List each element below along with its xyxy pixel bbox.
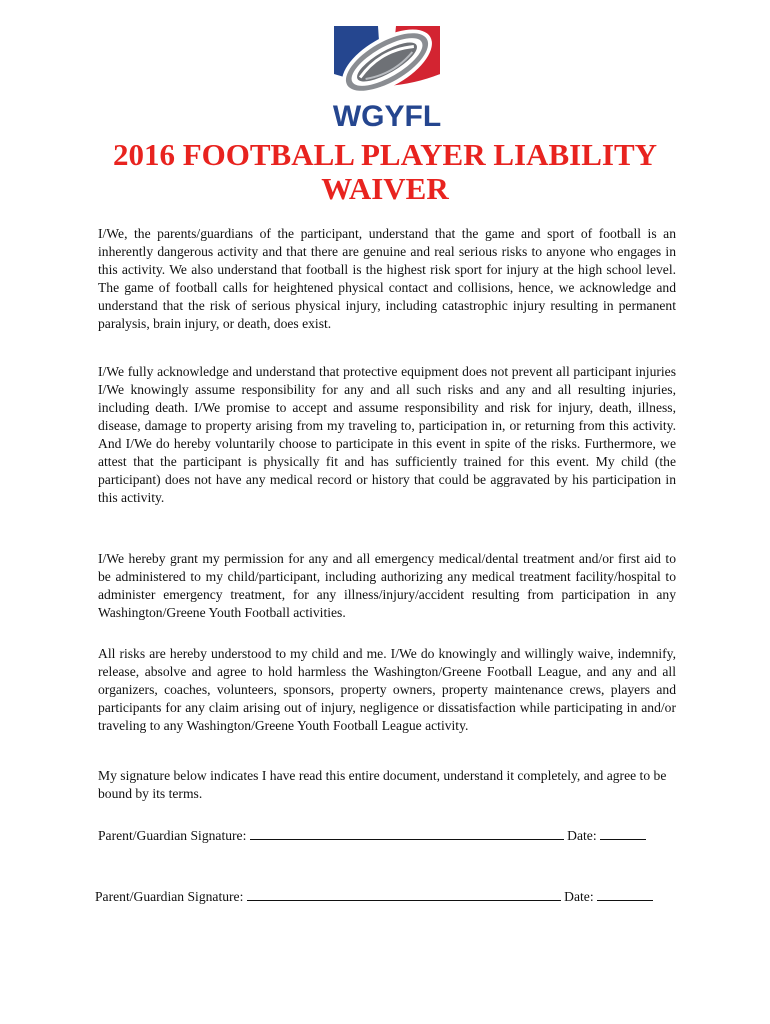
date-label: Date: xyxy=(567,828,597,843)
league-logo xyxy=(320,22,454,134)
signature-label: Parent/Guardian Signature: xyxy=(95,889,244,904)
paragraph-assumption-of-risk: I/We fully acknowledge and understand that protective equipment does not prevent all participant injuries I/We knowingly assume responsibility for any and all such risks and any and all resulting injuries, including death. I/We promise to accept and assume responsibility and risk for injury, death, illness, disease, damage to property arising from my traveling to, participation in, or returning from this activity. And I/We do hereby voluntarily choose to participate in this event in spite of the risks. Furthermore, we attest that the participant is physically fit and has sufficiently trained for this event. My child (the participant) does not have any medical record or history that could be aggravated by his participation in this activity. xyxy=(98,364,676,505)
paragraph-risk-acknowledgement: I/We, the parents/guardians of the participant, understand that the game and sport of football is an inherently dangerous activity and that there are genuine and real serious risks to anyone who engages in this activity. We also understand that football is the highest risk sport for injury at the high school level. The game of football calls for heightened physical contact and collisions, hence, we acknowledge and understand that the risk of serious physical injury, including catastrophic injury resulting in permanent paralysis, brain injury, or death, does exist. xyxy=(98,226,676,331)
date-field[interactable] xyxy=(597,887,653,901)
signature-field[interactable] xyxy=(250,826,564,840)
paragraph-medical-permission: I/We hereby grant my permission for any and all emergency medical/dental treatment and/or first aid to be administered to my child/participant, including authorizing any medical treatment facility/hospital to administer emergency treatment, for any illness/injury/accident resulting from participation in any Washington/Greene Youth Football activities. xyxy=(98,551,676,620)
signature-row-2 xyxy=(95,887,653,906)
paragraph-signature-statement: My signature below indicates I have read this entire document, understand it completely, and agree to be bound by its terms. xyxy=(98,768,667,801)
signature-field[interactable] xyxy=(247,887,561,901)
logo-text: WGYFL xyxy=(332,100,442,133)
date-field[interactable] xyxy=(600,826,646,840)
title-line-2: WAIVER xyxy=(321,171,449,206)
date-label: Date: xyxy=(564,889,594,904)
title-line-1: 2016 FOOTBALL PLAYER LIABILITY xyxy=(112,137,658,172)
paragraph-release: All risks are hereby understood to my child and me. I/We do knowingly and willingly waive, indemnify, release, absolve and agree to hold harmless the Washington/Greene Football League, and any and all organizers, coaches, volunteers, sponsors, property owners, property maintenance crews, players and participants for any claim arising out of injury, negligence or dissatisfaction while participating in and/or traveling to any Washington/Greene Youth Football League activity. xyxy=(98,646,676,733)
signature-row-1 xyxy=(98,826,646,845)
signature-label: Parent/Guardian Signature: xyxy=(98,828,247,843)
document-title xyxy=(0,138,770,206)
football-logo-icon xyxy=(320,22,454,134)
